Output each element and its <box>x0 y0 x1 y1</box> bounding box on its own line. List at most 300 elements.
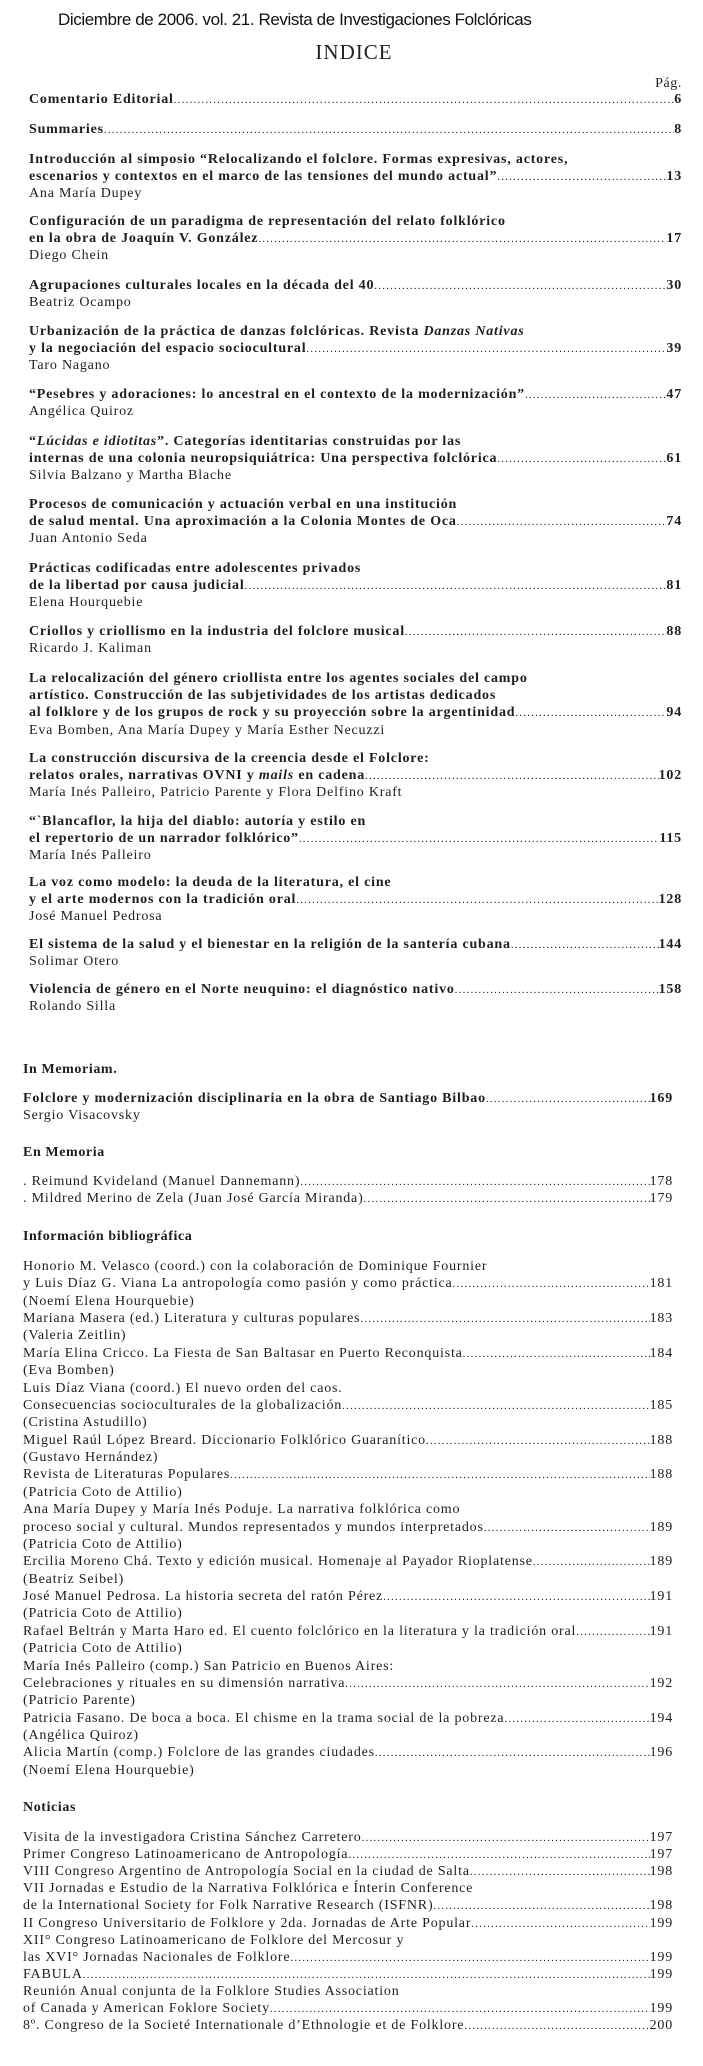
entry-title-line <box>23 1658 673 1675</box>
title-segment: . Mildred Merino de Zela (Juan José García Miranda) <box>23 1191 364 1206</box>
entry-title-text <box>29 891 296 908</box>
entry-title-text <box>23 1949 290 1966</box>
toc-entry[interactable] <box>23 1623 673 1658</box>
entry-title-line <box>29 891 682 908</box>
entry-title-line <box>23 1501 673 1518</box>
page-column-label: Pág. <box>655 76 682 91</box>
toc-entry[interactable] <box>23 1880 673 1914</box>
title-segment: internas de una colonia neuropsiquiátrica: Una perspectiva folclórica <box>29 451 498 467</box>
title-segment: y el arte modernos con la tradición oral <box>29 892 297 908</box>
entry-title-text <box>23 2017 464 2034</box>
entry-title-text <box>23 1623 576 1640</box>
entry-author: Juan Antonio Seda <box>29 531 148 547</box>
entry-title-line <box>29 813 682 830</box>
entry-title-text <box>29 513 457 530</box>
entry-title-line <box>29 151 682 168</box>
entry-title-line <box>29 670 682 687</box>
title-segment: artístico. Construcción de las subjetividades de los artistas dedicados <box>29 688 497 704</box>
dot-leader <box>362 1830 650 1847</box>
entry-author: Ana María Dupey <box>29 186 143 202</box>
page-number: 178 <box>649 1174 673 1189</box>
title-segment: La relocalización del género criollista entre los agentes sociales del campo <box>29 671 528 686</box>
dot-leader <box>364 1191 650 1208</box>
entry-title-text <box>23 1466 230 1483</box>
page-number: 199 <box>649 1966 673 1982</box>
entry-title-line <box>29 277 682 294</box>
page-number: 188 <box>649 1467 673 1483</box>
dot-leader <box>383 1589 650 1606</box>
toc-entry[interactable] <box>23 1380 673 1432</box>
title-segment: Celebraciones y rituales en su dimensión narrativa <box>23 1675 346 1691</box>
toc-entry[interactable] <box>29 981 682 1015</box>
entry-title-text <box>23 1744 375 1761</box>
entry-title-line <box>23 1310 673 1327</box>
title-segment: y la negociación del espacio sociocultural <box>29 341 307 357</box>
dot-leader <box>345 1676 649 1693</box>
page-title: INDICE <box>315 40 393 64</box>
toc-entry[interactable] <box>29 151 682 203</box>
entry-title-line <box>23 1190 673 1207</box>
dot-leader <box>471 1916 649 1933</box>
toc-entry[interactable] <box>23 1432 673 1467</box>
title-segment-italic: Lúcidas e idiotitas <box>36 434 158 449</box>
page-number: 199 <box>649 1949 673 1965</box>
entry-title-text <box>23 1863 470 1880</box>
dot-leader <box>342 1398 649 1415</box>
title-segment: Revista de Literaturas Populares <box>23 1467 231 1483</box>
title-segment: of Canada y American Foklore Society <box>23 2000 270 2016</box>
dot-leader <box>426 1433 650 1450</box>
entry-title-line <box>23 1553 673 1570</box>
title-segment: las XVI° Jornadas Nacionales de Folklore <box>23 1949 291 1965</box>
dot-leader <box>270 2001 650 2018</box>
entry-title-text <box>29 340 306 357</box>
entry-title-line <box>29 213 682 230</box>
dot-leader <box>497 169 666 186</box>
title-segment: Consecuencias socioculturales de la globalización <box>23 1397 343 1413</box>
toc-entry[interactable] <box>23 1190 673 1207</box>
entry-title-text <box>23 1519 484 1536</box>
dot-leader <box>533 1554 650 1571</box>
toc-entry[interactable] <box>23 1258 673 1310</box>
page-number: 179 <box>649 1191 673 1206</box>
page-number: 94 <box>666 705 682 721</box>
entry-title-line <box>23 1880 673 1897</box>
dot-leader <box>375 1745 650 1762</box>
toc-entry[interactable] <box>29 213 682 265</box>
title-segment: escenarios y contextos en el marco de las tensiones del mundo actual” <box>29 169 498 185</box>
entry-author: (Patricio Parente) <box>23 1693 136 1709</box>
toc-entry[interactable] <box>23 1829 673 1846</box>
entry-title-text <box>23 1190 364 1207</box>
title-segment: relatos orales, narrativas OVNI y <box>29 768 259 784</box>
title-segment: Introducción al simposio “Relocalizando el folclore. Formas expresivas, actores, <box>29 152 569 167</box>
title-segment: La voz como modelo: la deuda de la literatura, el cine <box>29 875 392 890</box>
entry-title-line <box>29 386 682 403</box>
entry-title-line <box>29 874 682 891</box>
title-segment: “ <box>29 434 37 449</box>
entry-title-text <box>29 560 361 577</box>
title-segment: Alicia Martín (comp.) Folclore de las grandes ciudades <box>23 1745 375 1761</box>
entry-author: (Valeria Zeitlin) <box>23 1328 127 1344</box>
page-number: 74 <box>666 514 682 530</box>
page-number: 199 <box>649 2000 673 2016</box>
title-segment: FABULA <box>23 1966 83 1982</box>
dot-leader <box>455 982 659 999</box>
toc-entry[interactable] <box>29 936 682 970</box>
title-segment: Reunión Anual conjunta de la Folklore Studies Association <box>23 1983 400 1999</box>
page-number: 191 <box>649 1623 673 1639</box>
title-segment: XII° Congreso Latinoamericano de Folklore del Mercosur y <box>23 1932 405 1948</box>
toc-entry[interactable] <box>23 1553 673 1588</box>
toc-entry[interactable] <box>23 1863 673 1880</box>
toc-entry[interactable] <box>29 323 682 375</box>
entry-title-text <box>23 1588 383 1605</box>
toc-entry[interactable] <box>29 121 682 138</box>
title-segment: La construcción discursiva de la creencia desde el Folclore: <box>29 751 430 766</box>
section-heading-noticias: Noticias <box>23 1800 77 1815</box>
entry-title-text <box>23 1258 487 1275</box>
dot-leader <box>457 514 667 531</box>
page-number: 197 <box>649 1847 673 1863</box>
entry-title-text <box>29 704 515 721</box>
toc-entry[interactable] <box>23 1983 673 2017</box>
page-number: 199 <box>649 1915 673 1931</box>
page-number: 169 <box>649 1091 673 1106</box>
page-number: 196 <box>649 1745 673 1761</box>
entry-title-line <box>29 513 682 530</box>
dot-leader <box>245 578 667 595</box>
title-segment: Comentario Editorial <box>29 92 174 107</box>
page-number: 181 <box>649 1276 673 1292</box>
entry-title-text <box>29 687 496 704</box>
title-segment: VIII Congreso Argentino de Antropología Social en la ciudad de Salta <box>23 1864 470 1880</box>
title-segment: María Elina Cricco. La Fiesta de San Baltasar en Puerto Reconquista <box>23 1345 463 1361</box>
entry-title-text <box>23 1675 345 1692</box>
entry-title-line <box>29 168 682 185</box>
running-header: Diciembre de 2006. vol. 21. Revista de Investigaciones Folclóricas <box>58 10 532 29</box>
dot-leader <box>83 1967 650 1984</box>
section-heading-en-memoria: En Memoria <box>23 1145 105 1160</box>
entry-title-line <box>29 704 682 721</box>
entry-title-line <box>23 1345 673 1362</box>
toc-entry[interactable] <box>23 1173 673 1190</box>
entry-title-line <box>23 1623 673 1640</box>
page-number: 88 <box>666 624 682 639</box>
title-segment: y Luis Díaz G. Viana La antropología como pasión y como práctica <box>23 1276 453 1292</box>
entry-title-text <box>29 151 568 168</box>
entry-title-line <box>23 1932 673 1949</box>
entry-title-text <box>23 1397 342 1414</box>
toc-entry[interactable] <box>23 1744 673 1779</box>
entry-author: (Noemí Elena Hourquebie) <box>23 1762 195 1778</box>
entry-title-line <box>29 687 682 704</box>
toc-entry[interactable] <box>23 1345 673 1380</box>
entry-title-text <box>29 121 104 138</box>
entry-title-text <box>23 1846 348 1863</box>
page-number: 6 <box>674 92 682 107</box>
title-segment: ”. Categorías identitarias construidas por las <box>157 434 462 449</box>
title-segment: Configuración de un paradigma de representación del relato folklórico <box>29 214 506 229</box>
dot-leader <box>299 831 660 848</box>
page-number: 198 <box>649 1898 673 1914</box>
title-segment: II Congreso Universitario de Folklore y 2da. Jornadas de Arte Popular <box>23 1915 472 1931</box>
toc-entry[interactable] <box>29 750 682 802</box>
entry-title-text <box>23 1966 83 1983</box>
entry-title-line <box>29 230 682 247</box>
dot-leader <box>258 231 666 248</box>
title-segment: . Reimund Kvideland (Manuel Dannemann) <box>23 1174 301 1189</box>
page-number: 47 <box>666 387 682 402</box>
dot-leader <box>497 451 666 468</box>
entry-title-line <box>29 623 682 640</box>
entry-author: (Beatriz Seibel) <box>23 1571 125 1587</box>
entry-title-text <box>29 670 528 687</box>
title-segment: Luis Díaz Viana (coord.) El nuevo orden del caos. <box>23 1380 343 1396</box>
entry-title-text <box>23 1310 360 1327</box>
entry-title-line <box>23 1519 673 1536</box>
entry-title-text <box>23 1710 504 1727</box>
page-number: 115 <box>659 831 682 847</box>
toc-entry[interactable] <box>23 1932 673 1966</box>
title-segment: en cadena <box>294 768 366 784</box>
title-segment: Patricia Fasano. De boca a boca. El chisme en la trama social de la pobreza <box>23 1710 505 1726</box>
toc-entry[interactable] <box>23 1501 673 1553</box>
entry-author: (Gustavo Hernández) <box>23 1450 159 1466</box>
title-segment-italic: Danzas Nativas <box>423 324 525 339</box>
page-number: 81 <box>666 578 682 594</box>
entry-author: (Eva Bomben) <box>23 1363 115 1379</box>
dot-leader <box>576 1624 649 1641</box>
entry-title-text <box>23 1090 486 1107</box>
toc-entry[interactable] <box>23 1588 673 1623</box>
title-segment: Miguel Raúl López Breard. Diccionario Folklórico Guaranítico <box>23 1432 426 1448</box>
entry-title-line <box>29 121 682 138</box>
dot-leader <box>453 1276 650 1293</box>
section-heading-bibliografia: Información bibliográfica <box>23 1229 193 1244</box>
entry-title-line <box>23 2000 673 2017</box>
entry-title-line <box>23 1983 673 2000</box>
dot-leader <box>464 2018 649 2035</box>
entry-title-text <box>29 981 455 998</box>
title-segment: Criollos y criollismo en la industria del folclore musical <box>29 624 405 639</box>
entry-title-line <box>29 340 682 357</box>
page-number: 192 <box>649 1675 673 1691</box>
entry-author: Rolando Silla <box>29 999 117 1015</box>
toc-entry[interactable] <box>23 1710 673 1745</box>
toc-entry[interactable] <box>29 670 682 739</box>
page-number: 185 <box>649 1397 673 1413</box>
entry-title-text <box>29 168 497 185</box>
entry-title-text <box>29 386 525 403</box>
entry-title-text <box>23 1275 453 1292</box>
toc-entry[interactable] <box>29 91 682 108</box>
page-number: 191 <box>649 1589 673 1605</box>
entry-title-text <box>23 1932 404 1949</box>
entry-author: Elena Hourquebie <box>29 595 144 611</box>
dot-leader <box>374 278 666 295</box>
entry-author: (Angélica Quiroz) <box>23 1727 139 1743</box>
entry-title-line <box>29 433 682 450</box>
title-segment: Procesos de comunicación y actuación verbal en una institución <box>29 497 458 512</box>
entry-title-line <box>23 1258 673 1275</box>
section-heading-in-memoriam: In Memoriam. <box>23 1062 118 1077</box>
title-segment: Rafael Beltrán y Marta Haro ed. El cuento folclórico en la literatura y la tradición oral <box>23 1623 577 1639</box>
page-number: 189 <box>649 1554 673 1570</box>
entry-title-line <box>23 1090 673 1107</box>
dot-leader <box>365 768 659 785</box>
toc-entry[interactable] <box>23 1915 673 1932</box>
entry-author: Eva Bomben, Ana María Dupey y María Esther Necuzzi <box>29 722 386 738</box>
entry-title-line <box>23 1710 673 1727</box>
title-segment: María Inés Palleiro (comp.) San Patricio en Buenos Aires: <box>23 1658 395 1674</box>
toc-entry[interactable] <box>29 874 682 926</box>
toc-entry[interactable] <box>23 1310 673 1345</box>
entry-author: Angélica Quiroz <box>29 404 134 420</box>
entry-author: Ricardo J. Kaliman <box>29 641 152 657</box>
entry-title-line <box>23 1897 673 1914</box>
title-segment: El sistema de la salud y el bienestar en la religión de la santería cubana <box>29 937 511 952</box>
entry-title-line <box>29 767 682 784</box>
entry-title-text <box>29 936 511 953</box>
page-number: 102 <box>658 768 682 784</box>
entry-title-line <box>23 1380 673 1397</box>
entry-title-line <box>29 750 682 767</box>
title-segment: “Pesebres y adoraciones: lo ancestral en el contexto de la modernización” <box>29 387 525 402</box>
entry-title-text <box>29 213 506 230</box>
entry-title-text <box>23 1983 400 2000</box>
entry-title-text <box>23 2000 270 2017</box>
toc-entry[interactable] <box>23 1466 673 1501</box>
dot-leader <box>405 624 666 641</box>
entry-title-text <box>29 323 525 340</box>
title-segment: Mariana Masera (ed.) Literatura y culturas populares <box>23 1311 361 1327</box>
title-segment: Visita de la investigadora Cristina Sánchez Carretero <box>23 1830 362 1845</box>
entry-title-text <box>29 433 461 450</box>
entry-author: Solimar Otero <box>29 954 120 970</box>
page-number: 184 <box>649 1345 673 1361</box>
entry-title-line <box>29 496 682 513</box>
entry-title-text <box>23 1915 471 1932</box>
entry-title-text <box>29 830 299 847</box>
entry-title-line <box>23 1397 673 1414</box>
entry-title-line <box>29 450 682 467</box>
dot-leader <box>104 122 674 139</box>
entry-title-text <box>23 1432 426 1449</box>
entry-title-line <box>23 1846 673 1863</box>
title-segment: “`Blancaflor, la hija del diablo: autoría y estilo en <box>29 814 367 829</box>
entry-title-line <box>29 91 682 108</box>
page-number: 39 <box>666 341 682 357</box>
toc-entry[interactable] <box>23 1658 673 1710</box>
dot-leader <box>504 1711 649 1728</box>
dot-leader <box>300 1174 649 1191</box>
entry-author: (Patricia Coto de Attilio) <box>23 1606 183 1622</box>
dot-leader <box>511 937 659 954</box>
entry-title-line <box>23 1863 673 1880</box>
page-number: 194 <box>649 1710 673 1726</box>
entry-title-line <box>23 1173 673 1190</box>
entry-author: Sergio Visacovsky <box>23 1108 141 1124</box>
title-segment-italic: mails <box>258 768 295 784</box>
entry-title-text <box>29 750 430 767</box>
entry-title-line <box>23 1466 673 1483</box>
entry-title-line <box>29 936 682 953</box>
title-segment: Ercilia Moreno Chá. Texto y edición musical. Homenaje al Payador Rioplatense <box>23 1554 533 1570</box>
toc-entry[interactable] <box>29 386 682 420</box>
title-segment: Violencia de género en el Norte neuquino: el diagnóstico nativo <box>29 982 455 997</box>
entry-title-text <box>29 767 365 784</box>
entry-title-line <box>23 1949 673 1966</box>
entry-author: Silvia Balzano y Martha Blache <box>29 468 232 484</box>
toc-entry[interactable] <box>23 1090 673 1125</box>
entry-title-line <box>23 1966 673 1983</box>
dot-leader <box>290 1950 649 1967</box>
entry-title-line <box>29 560 682 577</box>
entry-title-line <box>23 1275 673 1292</box>
entry-author: (Cristina Astudillo) <box>23 1415 148 1431</box>
title-segment: el repertorio de un narrador folklórico” <box>29 831 299 847</box>
entry-author: María Inés Palleiro, Patricio Parente y Flora Delfino Kraft <box>29 785 403 801</box>
entry-author: Taro Nagano <box>29 358 111 374</box>
page-number: 189 <box>649 1519 673 1535</box>
title-segment: Prácticas codificadas entre adolescentes privados <box>29 561 362 576</box>
entry-title-text <box>23 1553 533 1570</box>
title-segment: proceso social y cultural. Mundos representados y mundos interpretados <box>23 1519 484 1535</box>
toc-entry[interactable] <box>29 813 682 865</box>
entry-title-text <box>29 623 405 640</box>
toc-entry[interactable] <box>29 623 682 657</box>
entry-title-text <box>23 1880 473 1897</box>
toc-entry[interactable] <box>29 560 682 612</box>
title-segment: Ana María Dupey y María Inés Poduje. La narrativa folklórica como <box>23 1502 461 1518</box>
toc-entry[interactable] <box>23 1966 673 1983</box>
entry-title-text <box>23 1380 343 1397</box>
entry-title-text <box>29 230 258 247</box>
entry-title-text <box>29 874 391 891</box>
entry-author: (Noemí Elena Hourquebie) <box>23 1293 195 1309</box>
title-segment: Agrupaciones culturales locales en la década del 40 <box>29 278 375 293</box>
entry-title-line <box>29 323 682 340</box>
toc-entry[interactable] <box>29 277 682 311</box>
entry-title-line <box>23 1588 673 1605</box>
toc-entry[interactable] <box>29 433 682 485</box>
title-segment: Summaries <box>29 122 104 137</box>
page-number: 183 <box>649 1311 673 1327</box>
dot-leader <box>484 1520 650 1537</box>
page-number: 198 <box>649 1864 673 1880</box>
dot-leader <box>296 892 658 909</box>
page-number: 158 <box>658 982 682 997</box>
toc-entry[interactable] <box>23 2017 673 2034</box>
entry-title-line <box>23 1829 673 1846</box>
entry-title-line <box>29 577 682 594</box>
dot-leader <box>360 1311 649 1328</box>
toc-entry[interactable] <box>29 496 682 548</box>
title-segment: al folklore y de los grupos de rock y su proyección sobre la argentinidad <box>29 705 516 721</box>
entry-author: (Patricia Coto de Attilio) <box>23 1641 183 1657</box>
toc-entry[interactable] <box>23 1846 673 1863</box>
page-number: 197 <box>649 1830 673 1845</box>
dot-leader <box>515 705 666 722</box>
dot-leader <box>306 341 666 358</box>
entry-title-text <box>29 813 366 830</box>
page-number: 128 <box>658 892 682 908</box>
entry-title-text <box>23 1829 362 1846</box>
entry-author: (Patricia Coto de Attilio) <box>23 1536 183 1552</box>
page-number: 61 <box>666 451 682 467</box>
title-segment: José Manuel Pedrosa. La historia secreta del ratón Pérez <box>23 1589 384 1605</box>
